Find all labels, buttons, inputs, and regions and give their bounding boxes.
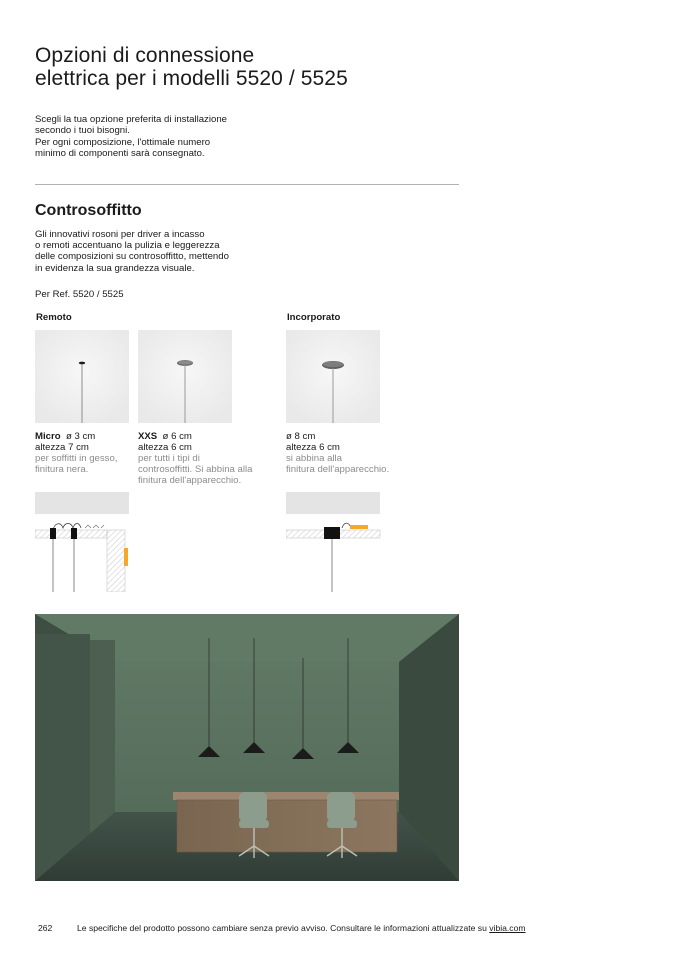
option-name: Micro bbox=[35, 431, 61, 442]
intro-line: Scegli la tua opzione preferita di installazione bbox=[35, 114, 227, 125]
built-in-installation-diagram bbox=[286, 492, 382, 597]
option-note: si abbina alla bbox=[286, 453, 343, 464]
remote-section-drawing bbox=[35, 492, 131, 592]
option-name: XXS bbox=[138, 431, 158, 442]
option-height: altezza 6 cm bbox=[286, 442, 340, 453]
canopy-image-xxs bbox=[138, 330, 232, 423]
group-label-remote: Remoto bbox=[36, 312, 72, 323]
title-line-2: elettrica per i modelli 5520 / 5525 bbox=[35, 67, 348, 90]
interior-photo bbox=[35, 614, 459, 881]
option-spec-built-in bbox=[286, 431, 426, 475]
footer-text: Le specifiche del prodotto possono cambiare senza previo avviso. Consultare le informazioni attualizzate su bbox=[77, 923, 490, 933]
option-note: per tutti i tipi di bbox=[138, 453, 200, 464]
intro-paragraph bbox=[35, 114, 295, 160]
option-note: controsoffitti. Si abbina alla bbox=[138, 464, 253, 475]
intro-line: minimo di componenti sarà consegnato. bbox=[35, 148, 205, 160]
page-number: 262 bbox=[38, 923, 53, 933]
option-diameter: ø 6 cm bbox=[162, 431, 192, 442]
option-height: altezza 7 cm bbox=[35, 442, 89, 453]
footer-disclaimer bbox=[77, 923, 577, 933]
description-line: in evidenza la sua grandezza visuale. bbox=[35, 262, 195, 274]
section-heading: Controsoffitto bbox=[35, 202, 142, 219]
built-in-canopy-illustration bbox=[286, 330, 380, 423]
description-line: delle composizioni su controsoffitto, mettendo bbox=[35, 251, 229, 263]
option-height: altezza 6 cm bbox=[138, 442, 192, 453]
section-divider bbox=[35, 184, 459, 185]
product-reference: Per Ref. 5520 / 5525 bbox=[35, 289, 124, 300]
canopy-image-built-in bbox=[286, 330, 380, 423]
intro-line: secondo i tuoi bisogni. bbox=[35, 125, 130, 137]
group-label-built-in: Incorporato bbox=[287, 312, 341, 323]
option-note: finitura dell'apparecchio. bbox=[286, 464, 390, 475]
footer-link[interactable]: vibia.com bbox=[489, 923, 526, 933]
remote-installation-diagram bbox=[35, 492, 131, 597]
description-line: o remoti accentuano la pulizia e leggerezza bbox=[35, 240, 220, 252]
option-diameter: ø 3 cm bbox=[65, 431, 96, 442]
description-line: Gli innovativi rosoni per driver a incasso bbox=[35, 229, 205, 240]
option-note: finitura dell'apparecchio. bbox=[138, 475, 242, 486]
page-title bbox=[35, 44, 465, 90]
section-description bbox=[35, 229, 295, 274]
option-note: per soffitti in gesso, bbox=[35, 453, 118, 464]
built-in-section-drawing bbox=[286, 492, 382, 592]
intro-line: Per ogni composizione, l'ottimale numero bbox=[35, 136, 211, 148]
option-diameter: ø 8 cm bbox=[286, 431, 316, 442]
option-spec-xxs bbox=[138, 431, 278, 486]
micro-canopy-illustration bbox=[35, 330, 129, 423]
option-note: finitura nera. bbox=[35, 464, 89, 475]
title-line-1: Opzioni di connessione bbox=[35, 44, 255, 67]
canopy-image-micro bbox=[35, 330, 129, 423]
xxs-canopy-illustration bbox=[138, 330, 232, 423]
office-interior-illustration bbox=[35, 614, 459, 881]
